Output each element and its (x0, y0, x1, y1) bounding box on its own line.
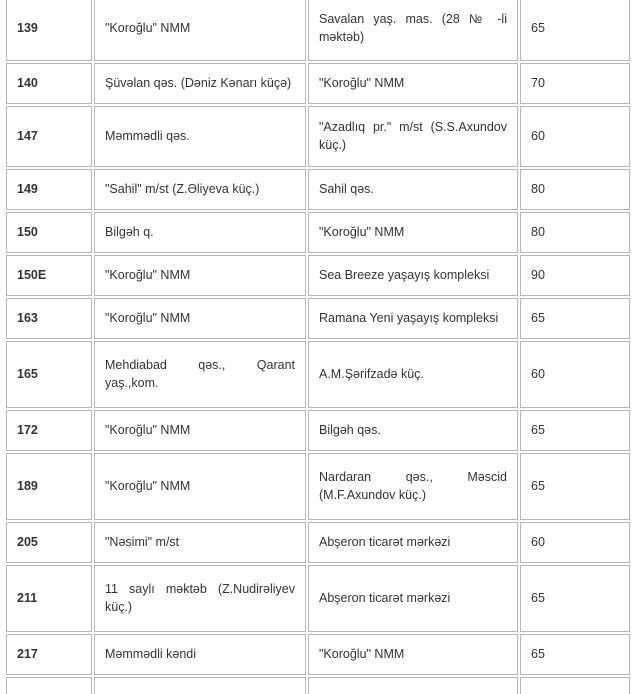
cell-destination: A.M.Şərifzadə küç. (308, 341, 518, 408)
cell-value: 70 (520, 63, 630, 104)
cell-destination: "Koroğlu" NMM (308, 634, 518, 675)
cell-origin (94, 677, 306, 694)
cell-origin: "Koroğlu" NMM (94, 453, 306, 520)
cell-value: 65 (520, 453, 630, 520)
cell-destination: "Koroğlu" NMM (308, 63, 518, 104)
cell-origin: "Koroğlu" NMM (94, 410, 306, 451)
table-row (6, 677, 630, 694)
cell-route-number: 150E (6, 255, 92, 296)
table-row (6, 410, 630, 451)
cell-origin: "Koroğlu" NMM (94, 255, 306, 296)
cell-value: 65 (520, 0, 630, 61)
cell-value: 65 (520, 298, 630, 339)
cell-value: 60 (520, 522, 630, 563)
cell-origin: Bilgəh q. (94, 212, 306, 253)
cell-origin: "Nəsimi" m/st (94, 522, 306, 563)
cell-value: 60 (520, 106, 630, 167)
cell-value: 60 (520, 341, 630, 408)
cell-route-number: 147 (6, 106, 92, 167)
table-row (6, 63, 630, 104)
cell-origin: Məmmədli qəs. (94, 106, 306, 167)
cell-route-number: 172 (6, 410, 92, 451)
cell-value: 80 (520, 212, 630, 253)
cell-destination: Ramana Yeni yaşayış kompleksi (308, 298, 518, 339)
table-row (6, 522, 630, 563)
cell-route-number: 150 (6, 212, 92, 253)
table-row (6, 565, 630, 632)
cell-destination: "Azadlıq pr." m/st (S.S.Axundov küç.) (308, 106, 518, 167)
table-body (6, 0, 630, 694)
table-row (6, 0, 630, 61)
cell-route-number: 139 (6, 0, 92, 61)
cell-route-number: 165 (6, 341, 92, 408)
table-row (6, 169, 630, 210)
cell-destination: "Koroğlu" NMM (308, 212, 518, 253)
table-row (6, 341, 630, 408)
cell-origin: Məmmədli kəndi (94, 634, 306, 675)
cell-origin: "Koroğlu" NMM (94, 298, 306, 339)
cell-route-number: 140 (6, 63, 92, 104)
cell-origin: Şüvəlan qəs. (Dəniz Kənarı küçə) (94, 63, 306, 104)
cell-route-number: 149 (6, 169, 92, 210)
cell-origin: "Koroğlu" NMM (94, 0, 306, 61)
cell-route-number: 211 (6, 565, 92, 632)
table-row (6, 255, 630, 296)
cell-destination (308, 677, 518, 694)
cell-route-number: 189 (6, 453, 92, 520)
table-row (6, 298, 630, 339)
cell-origin: 11 saylı məktəb (Z.Nudirəliyev küç.) (94, 565, 306, 632)
cell-destination: Bilgəh qəs. (308, 410, 518, 451)
cell-value: 65 (520, 565, 630, 632)
cell-value: 65 (520, 410, 630, 451)
cell-route-number: 163 (6, 298, 92, 339)
cell-value: 80 (520, 169, 630, 210)
cell-value (520, 677, 630, 694)
cell-destination: Nardaran qəs., Məscid (M.F.Axundov küç.) (308, 453, 518, 520)
cell-value: 90 (520, 255, 630, 296)
table-row (6, 453, 630, 520)
bus-routes-table (4, 0, 632, 694)
cell-route-number: 217 (6, 634, 92, 675)
table-row (6, 212, 630, 253)
cell-destination: Abşeron ticarət mərkəzi (308, 522, 518, 563)
table-row (6, 106, 630, 167)
cell-destination: Savalan yaş. mas. (28 № -li məktəb) (308, 0, 518, 61)
table-row (6, 634, 630, 675)
cell-destination: Sea Breeze yaşayış kompleksi (308, 255, 518, 296)
cell-origin: Mehdiabad qəs., Qarant yaş.,kom. (94, 341, 306, 408)
cell-origin: "Sahil" m/st (Z.Əliyeva küç.) (94, 169, 306, 210)
cell-value: 65 (520, 634, 630, 675)
cell-route-number (6, 677, 92, 694)
cell-destination: Abşeron ticarət mərkəzi (308, 565, 518, 632)
cell-destination: Sahil qəs. (308, 169, 518, 210)
cell-route-number: 205 (6, 522, 92, 563)
